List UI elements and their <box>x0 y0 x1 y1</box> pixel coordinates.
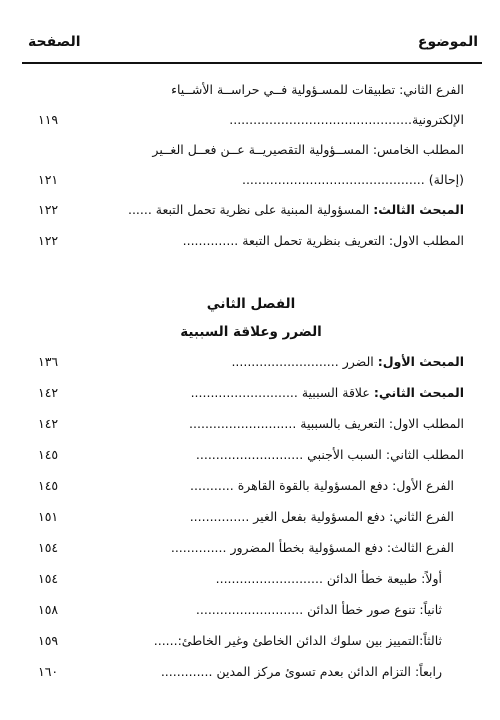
chapter-title: الفصل الثاني <box>206 296 296 312</box>
toc-entry <box>38 194 464 225</box>
toc-entry-text: المطلب الخامس: المســؤولية التقصيريــة عــن فعــل الغــير <box>152 142 464 157</box>
toc-entry-text: الفرع الثالث: دفع المسؤولية بخطأ المضرور .............. <box>170 540 454 555</box>
toc-entry-text: رابعاً: التزام الدائن بعدم تسوئ مركز المدين ............. <box>160 664 442 679</box>
toc-entry-text: المطلب الثاني: السبب الأجنبي ........................... <box>195 447 464 462</box>
toc-entry <box>38 346 464 377</box>
section-gap <box>38 256 464 290</box>
toc-entry <box>38 165 464 194</box>
toc-entry-page: ١٥٤ <box>38 571 59 586</box>
toc-entry-page: ١٦٠ <box>38 664 59 679</box>
toc-entry-title: المسؤولية المبنية على نظرية تحمل التبعة ...... <box>127 202 374 217</box>
subject-column-label: الموضوع <box>417 34 478 50</box>
toc-entry-page: ١٢١ <box>38 172 59 187</box>
toc-entry-text: الإلكترونية.............................................. <box>229 112 464 127</box>
toc-entry-page: ١٣٦ <box>38 354 59 369</box>
toc-entry-page: ١٥٨ <box>38 602 59 617</box>
toc-entry-text: الفرع الثاني: تطبيقات للمسـؤولية فــي حراســة الأشــياء <box>171 82 464 97</box>
toc-entry-page: ١٤٢ <box>38 416 59 431</box>
table-of-contents <box>38 74 464 687</box>
toc-entry <box>38 225 464 256</box>
toc-entry-text: أولاً: طبيعة خطأ الدائن ........................... <box>215 571 442 586</box>
toc-entry <box>38 501 464 532</box>
toc-entry-bold-prefix: المبحث الثالث: <box>373 202 464 217</box>
toc-header <box>22 30 482 64</box>
toc-entry <box>38 408 464 439</box>
toc-entry-page: ١٢٢ <box>38 233 59 248</box>
toc-entry <box>38 105 464 134</box>
toc-entry <box>38 439 464 470</box>
toc-entry <box>38 74 464 105</box>
toc-entry-text: الفرع الأول: دفع المسؤولية بالقوة القاهرة ........... <box>190 478 454 493</box>
toc-entry-page: ١٥٤ <box>38 540 59 555</box>
toc-entry-title: علاقة السببية ........................... <box>190 385 374 400</box>
page-column-label: الصفحة <box>28 34 81 50</box>
toc-entry <box>38 377 464 408</box>
toc-entry-page: ١١٩ <box>38 112 59 127</box>
toc-entry-text <box>191 377 464 408</box>
toc-entry-text: ثالثاً:التمييز بين سلوك الدائن الخاطئ وغير الخاطئ:...... <box>153 633 442 648</box>
toc-entry-text: (إحالة) .............................................. <box>241 172 464 187</box>
toc-entry <box>38 532 464 563</box>
toc-entry <box>38 563 464 594</box>
toc-entry-page: ١٤٥ <box>38 478 59 493</box>
toc-entry <box>38 470 464 501</box>
toc-entry-bold-prefix: المبحث الثاني: <box>373 385 464 400</box>
toc-entry-page: ١٤٢ <box>38 385 59 400</box>
toc-entry-page: ١٤٥ <box>38 447 59 462</box>
toc-entry-text <box>231 346 464 377</box>
toc-entry-text: الفرع الثاني: دفع المسؤولية بفعل الغير ............... <box>189 509 454 524</box>
toc-entry-page: ١٢٢ <box>38 202 59 217</box>
toc-entry <box>38 594 464 625</box>
toc-entry <box>38 134 464 165</box>
toc-entry <box>38 656 464 687</box>
toc-entry-text: المطلب الاول: التعريف بالسببية ........................... <box>189 416 464 431</box>
toc-entry <box>38 625 464 656</box>
toc-entry-title: الضرر ........................... <box>231 354 378 369</box>
toc-entry-page: ١٥٩ <box>38 633 59 648</box>
toc-entry-page: ١٥١ <box>38 509 59 524</box>
toc-entry-text <box>128 194 464 225</box>
chapter-subtitle: الضرر وعلاقة السببية <box>180 324 322 340</box>
toc-entry-text: المطلب الاول: التعريف بنظرية تحمل التبعة .............. <box>182 233 464 248</box>
toc-entry-text: ثانياً: تنوع صور خطأ الدائن ........................... <box>195 602 442 617</box>
toc-entry-bold-prefix: المبحث الأول: <box>377 354 464 369</box>
